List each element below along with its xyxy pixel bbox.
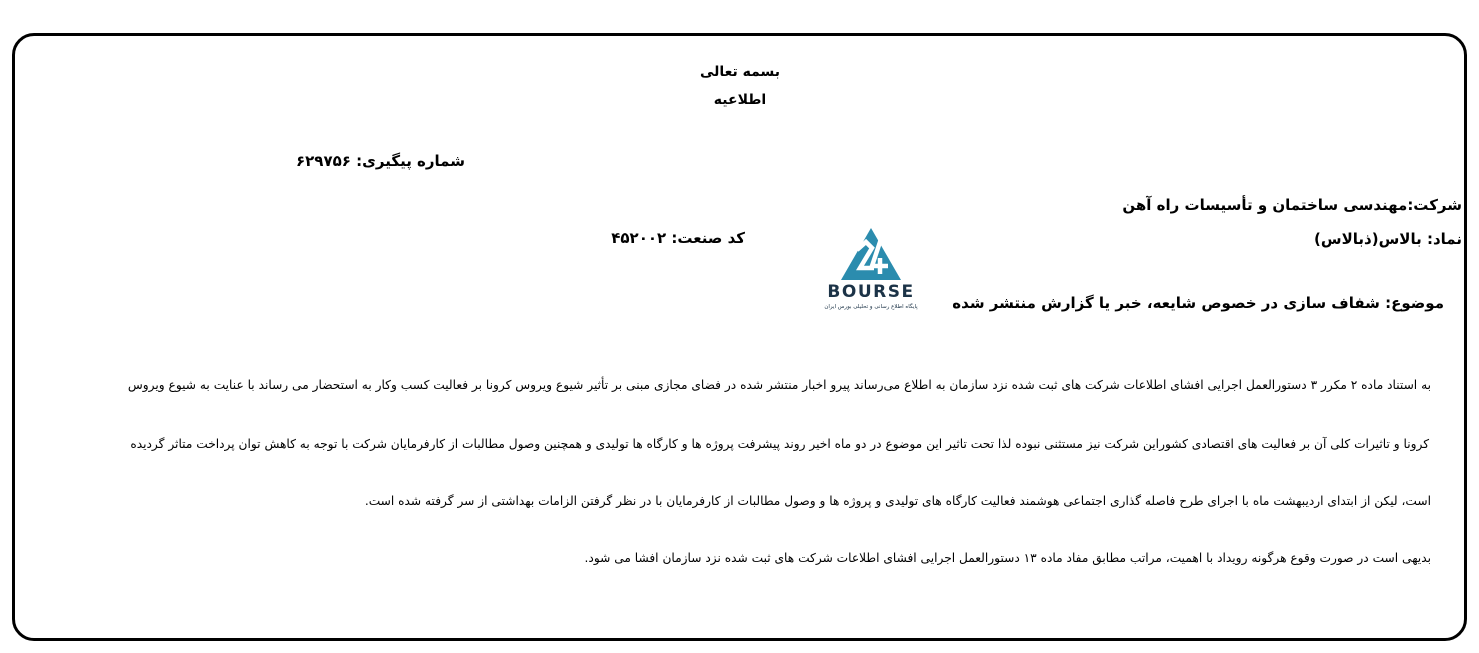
tracking-label: شماره پیگیری: xyxy=(356,152,465,170)
symbol-label: نماد: xyxy=(1426,230,1462,248)
tracking-number xyxy=(270,152,465,170)
company-label: شرکت: xyxy=(1407,196,1462,214)
industry-code xyxy=(600,229,745,247)
bourse-logo-icon xyxy=(808,222,934,314)
bourse-logo xyxy=(808,222,934,314)
notice-heading: اطلاعیه xyxy=(713,92,767,108)
header-title: بسمه تعالی xyxy=(699,64,781,80)
subject-line xyxy=(952,294,1444,312)
tracking-value: ۶۲۹۷۵۶ xyxy=(295,152,351,170)
symbol-value: بالاس(ذبالاس) xyxy=(1314,230,1422,248)
symbol-line xyxy=(1314,230,1462,248)
notice-frame xyxy=(12,33,1467,641)
industry-value: ۴۵۲۰۰۲ xyxy=(611,229,667,247)
subject-text: شفاف سازی در خصوص شایعه، خبر یا گزارش منتشر شده xyxy=(952,294,1380,312)
body-paragraph-1: به استناد ماده ۲ مکرر ۳ دستورالعمل اجرایی افشای اطلاعات شرکت های ثبت شده نزد سازمان به اطلاع می‌رساند پیرو اخبار منتشر شده در فضای مجازی مبنی بر تأثیر شیوع ویروس کرونا بر فعالیت کسب وکار به استحضار می رساند با عنایت به شیوع ویروس xyxy=(127,378,1431,392)
logo-word: BOURSE xyxy=(827,282,915,302)
company-name: مهندسی ساختمان و تأسیسات راه آهن xyxy=(1122,196,1408,214)
industry-label: کد صنعت: xyxy=(671,229,745,247)
body-paragraph-4: بدیهی است در صورت وقوع هرگونه رویداد با اهمیت، مراتب مطابق مفاد ماده ۱۳ دستورالعمل اجرایی افشای اطلاعات شرکت های ثبت شده نزد سازمان افشا می شود. xyxy=(584,551,1431,565)
body-paragraph-3: است، لیکن از ابتدای اردیبهشت ماه با اجرای طرح فاصله گذاری اجتماعی هوشمند فعالیت کارگاه های تولیدی و پروژه ها و وصول مطالبات از کارفرمایان با در نظر گرفتن الزامات بهداشتی از سر گرفته شده است. xyxy=(364,494,1431,508)
company-line xyxy=(1122,196,1462,214)
subject-label: موضوع: xyxy=(1385,294,1444,312)
body-paragraph-2: کرونا و تاثیرات کلی آن بر فعالیت های اقتصادی کشوراین شرکت نیز مستثنی نبوده لذا تحت تاثیر این موضوع در دو ماه اخیر روند پیشرفت پروژه ها و کارگاه ها تولیدی و همچنین وصول مطالبات از کارفرمایان شرکت با توجه به کاهش توان پرداخت متاثر گردیده xyxy=(130,437,1429,451)
logo-caption: پایگاه اطلاع رسانی و تحلیلی بورس ایران xyxy=(824,304,918,310)
